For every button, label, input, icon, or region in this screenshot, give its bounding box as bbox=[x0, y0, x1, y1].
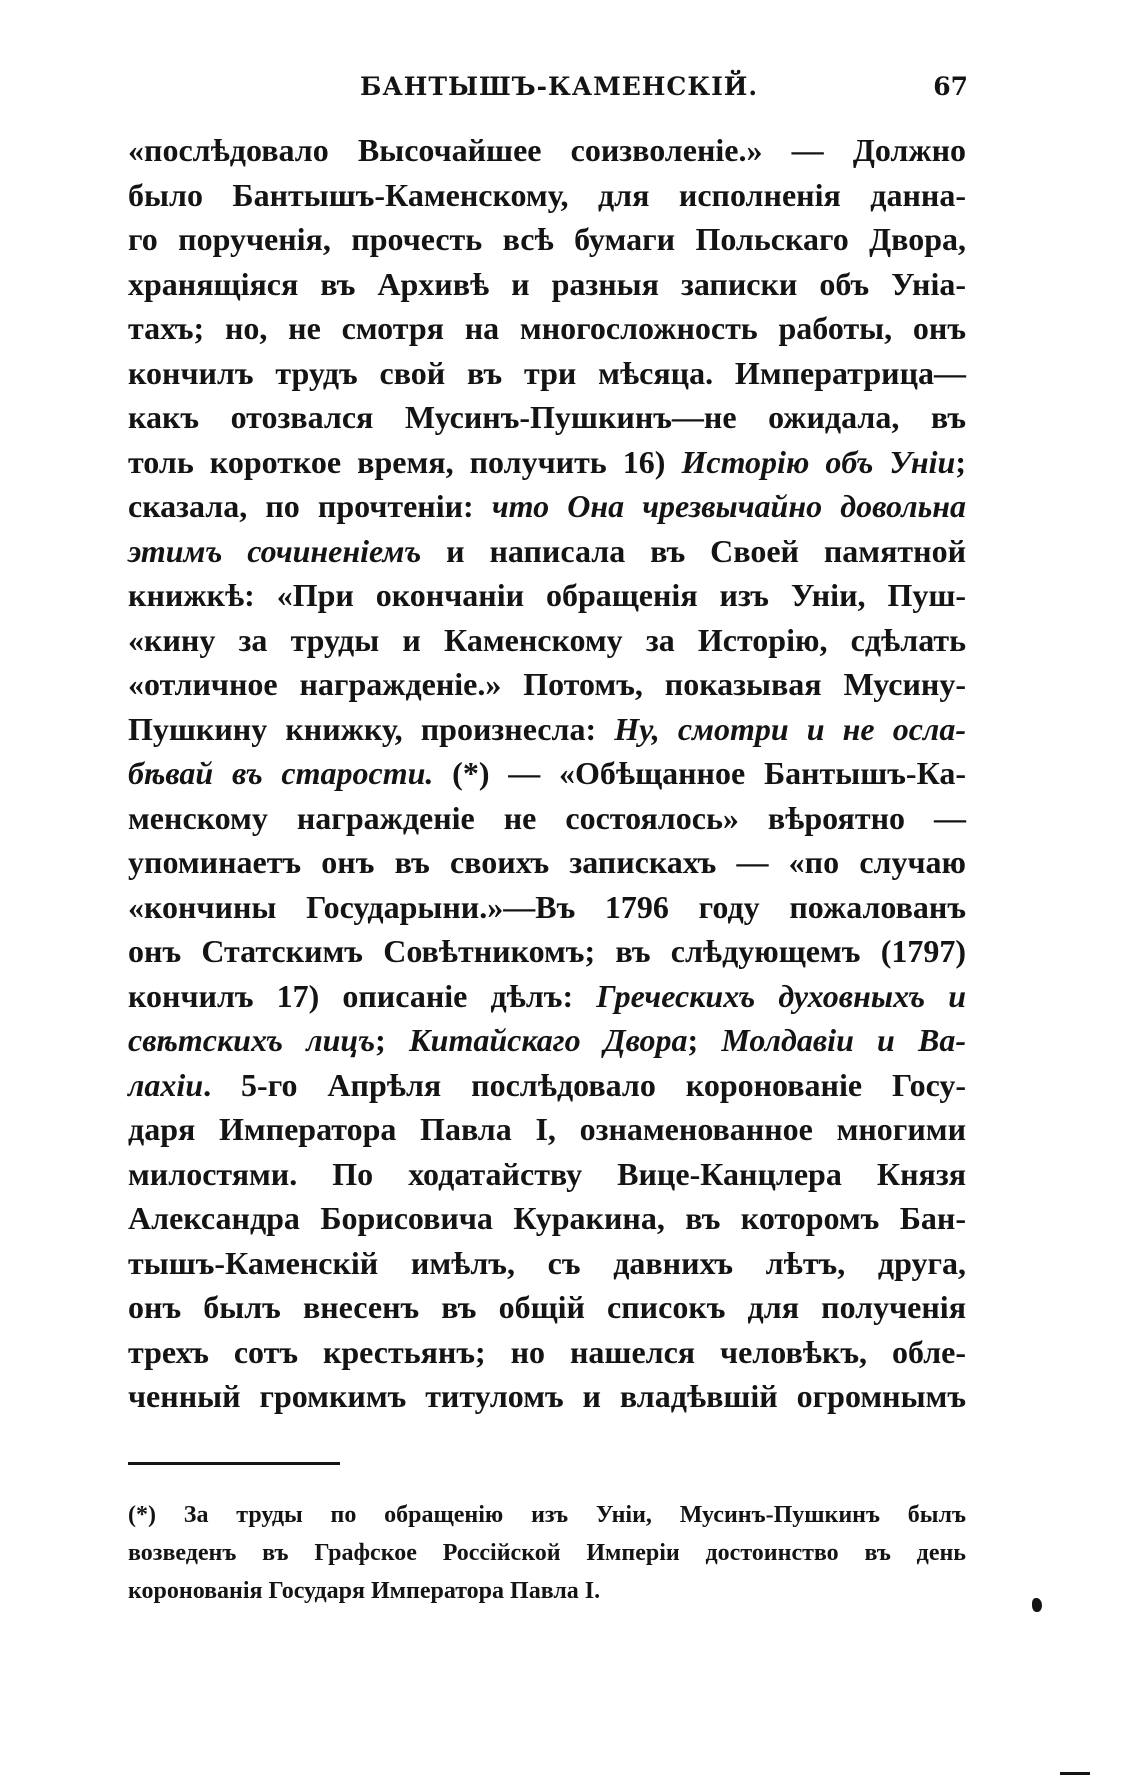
text-run: Александра Борисовича Куракина, въ которомъ Бан- bbox=[128, 1200, 966, 1236]
text-run: ченный громкимъ титуломъ и владѣвшій огромнымъ bbox=[128, 1378, 966, 1414]
text-run: трехъ сотъ крестьянъ; но нашелся человѣкъ, обле- bbox=[128, 1333, 966, 1370]
text-line bbox=[128, 618, 966, 663]
text-line bbox=[128, 840, 966, 885]
ink-speck bbox=[1060, 1772, 1090, 1775]
text-run: хранящіяся въ Архивѣ и разныя записки объ Уніа- bbox=[128, 265, 966, 302]
ink-speck bbox=[1032, 1598, 1042, 1612]
text-line bbox=[128, 1241, 966, 1286]
italic-run: Молдавіи и Ва- bbox=[721, 1022, 967, 1058]
text-run: толь короткое время, получить 16) bbox=[128, 443, 682, 480]
text-line bbox=[128, 1018, 966, 1063]
text-run: тышъ-Каменскій имѣлъ, съ давнихъ лѣтъ, друга, bbox=[128, 1244, 966, 1281]
text-run: было Бантышъ-Каменскому, для исполненія данна- bbox=[128, 176, 966, 213]
text-line bbox=[128, 1107, 966, 1152]
text-run: онъ Статскимъ Совѣтникомъ; въ слѣдующемъ (1797) bbox=[128, 933, 966, 969]
text-line bbox=[128, 751, 966, 796]
italic-run: Исторію объ Уніи bbox=[681, 443, 956, 480]
footnote bbox=[128, 1496, 966, 1610]
text-line bbox=[128, 573, 966, 618]
text-line bbox=[128, 128, 966, 173]
footnote-line: коронованія Государя Императора Павла I. bbox=[128, 1578, 601, 1604]
text-line bbox=[128, 351, 966, 396]
text-run: книжкѣ: «При окончаніи обращенія изъ Уніи, Пуш- bbox=[128, 577, 966, 613]
text-line bbox=[128, 1063, 966, 1108]
text-run: менскому награжденіе не состоялось» вѣроятно — bbox=[128, 799, 966, 836]
text-line bbox=[128, 1285, 966, 1330]
text-run: какъ отозвался Мусинъ-Пушкинъ—не ожидала, въ bbox=[128, 399, 966, 435]
text-run: ; bbox=[955, 443, 967, 480]
text-line bbox=[128, 1330, 966, 1375]
italic-run: Греческихъ духовныхъ и bbox=[596, 977, 967, 1014]
text-line bbox=[128, 395, 966, 440]
italic-run: Китайскаго Двора bbox=[408, 1022, 688, 1058]
italic-run: бѣвай въ старости. bbox=[128, 755, 434, 791]
text-line bbox=[128, 173, 966, 218]
text-line bbox=[128, 929, 966, 974]
text-run: ; bbox=[687, 1022, 722, 1058]
text-run: онъ былъ внесенъ въ общій списокъ для полученія bbox=[128, 1289, 966, 1325]
text-line bbox=[128, 707, 966, 752]
text-line bbox=[128, 1196, 966, 1241]
text-run: милостями. По ходатайству Вице-Канцлера Князя bbox=[128, 1155, 966, 1192]
italic-run: Ну, смотри и не осла- bbox=[614, 710, 967, 747]
text-run: (*) — «Обѣщанное Бантышъ-Ка- bbox=[433, 755, 967, 791]
text-run: упоминаетъ онъ въ своихъ запискахъ — «по случаю bbox=[128, 844, 966, 880]
text-line bbox=[128, 306, 966, 351]
italic-run: свѣтскихъ лицъ bbox=[128, 1022, 376, 1058]
text-run: ; bbox=[375, 1022, 409, 1058]
text-run: кончилъ 17) описаніе дѣлъ: bbox=[128, 977, 597, 1014]
text-run: даря Императора Павла I, ознаменованное многими bbox=[128, 1111, 966, 1147]
text-line bbox=[128, 974, 966, 1019]
text-line bbox=[128, 440, 966, 485]
text-line bbox=[128, 529, 966, 574]
text-run: «кину за труды и Каменскому за Исторію, сдѣлать bbox=[128, 621, 966, 658]
text-line bbox=[128, 796, 966, 841]
body-text bbox=[128, 128, 966, 1419]
text-line bbox=[128, 1374, 966, 1419]
text-run: го порученія, прочесть всѣ бумаги Польскаго Двора, bbox=[128, 221, 966, 257]
italic-run: что Она чрезвычайно довольна bbox=[491, 488, 966, 524]
text-line bbox=[128, 1152, 966, 1197]
text-run: . 5-го Апрѣля послѣдовало коронованіе Госу- bbox=[203, 1066, 966, 1103]
text-line bbox=[128, 662, 966, 707]
text-line bbox=[128, 885, 966, 930]
text-line bbox=[128, 484, 966, 529]
text-run: «отличное награжденіе.» Потомъ, показывая Мусину- bbox=[128, 666, 966, 702]
text-line bbox=[128, 262, 966, 307]
text-run: тахъ; но, не смотря на многосложность работы, онъ bbox=[128, 310, 966, 346]
text-run: кончилъ трудъ свой въ три мѣсяца. Императрица— bbox=[128, 354, 966, 391]
italic-run: этимъ сочиненіемъ bbox=[128, 532, 422, 569]
text-run: «кончины Государыни.»—Въ 1796 году пожалованъ bbox=[128, 888, 966, 925]
text-run: «послѣдовало Высочайшее соизволеніе.» — Должно bbox=[128, 132, 966, 168]
text-run: сказала, по прочтеніи: bbox=[128, 488, 492, 524]
running-head bbox=[130, 72, 968, 112]
footnote-line: возведенъ въ Графское Россійской Имперіи достоинство въ день bbox=[128, 1540, 966, 1566]
footnote-line: (*) За труды по обращенію изъ Уніи, Мусинъ-Пушкинъ былъ bbox=[128, 1502, 966, 1528]
running-title: БАНТЫШЪ-КАМЕНСКІЙ. bbox=[360, 72, 759, 101]
footnote-rule bbox=[128, 1462, 340, 1465]
italic-run: лахіи bbox=[128, 1066, 204, 1103]
text-line bbox=[128, 217, 966, 262]
text-run: Пушкину книжку, произнесла: bbox=[128, 710, 615, 747]
page-number: 67 bbox=[933, 72, 968, 101]
text-run: и написала въ Своей памятной bbox=[421, 532, 966, 569]
